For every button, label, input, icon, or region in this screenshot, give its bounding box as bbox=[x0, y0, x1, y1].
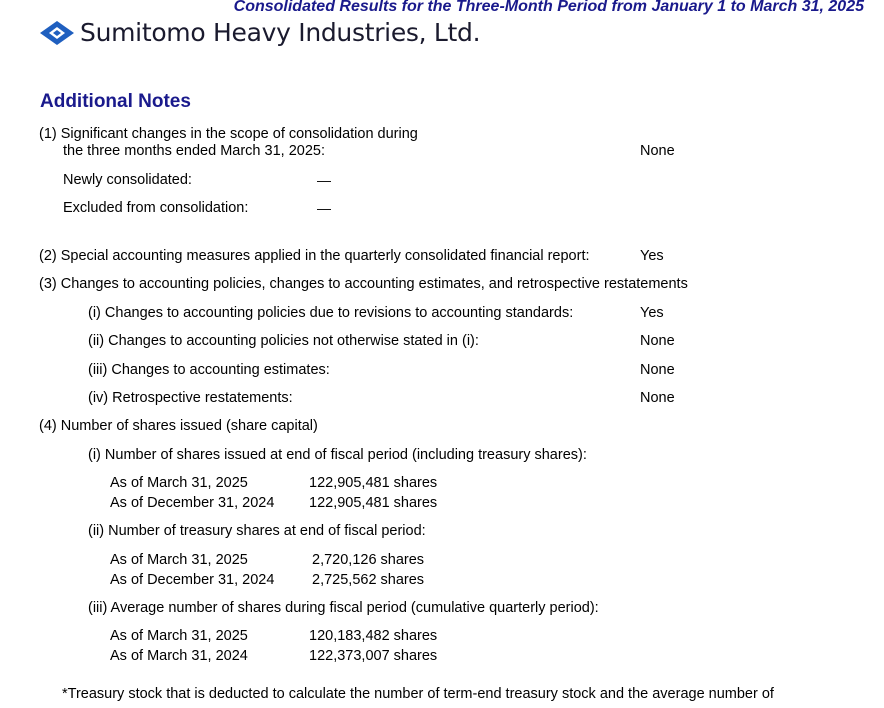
report-header-title: Consolidated Results for the Three-Month Period from January 1 to March 31, 2025 bbox=[233, 0, 864, 15]
item3-sub-value: None bbox=[640, 390, 675, 406]
company-name: Sumitomo Heavy Industries, Ltd. bbox=[80, 18, 481, 47]
shares-row-value: 2,720,126 shares bbox=[312, 552, 425, 568]
item3-sub-value: None bbox=[640, 362, 675, 378]
shares-row-date: As of March 31, 2025 bbox=[110, 552, 248, 568]
shares-row-date: As of March 31, 2024 bbox=[110, 648, 248, 664]
shares-row-value: 122,373,007 shares bbox=[309, 648, 438, 664]
item3-sub-value: None bbox=[640, 333, 675, 349]
shares-row-date: As of December 31, 2024 bbox=[110, 572, 275, 588]
shares-group-label: (iii) Average number of shares during fiscal period (cumulative quarterly period): bbox=[88, 600, 599, 616]
shares-row-value: 2,725,562 shares bbox=[312, 572, 425, 588]
item1-line2: the three months ended March 31, 2025: bbox=[63, 143, 325, 159]
shares-row-date: As of March 31, 2025 bbox=[110, 628, 248, 644]
item1-value: None bbox=[640, 143, 675, 159]
newly-consolidated-value: — bbox=[317, 172, 331, 188]
excluded-consolidation-label: Excluded from consolidation: bbox=[63, 200, 249, 216]
section-title: Additional Notes bbox=[40, 91, 191, 112]
item3-sub-label: (i) Changes to accounting policies due to revisions to accounting standards: bbox=[88, 305, 574, 321]
item3-sub-label: (iv) Retrospective restatements: bbox=[88, 390, 293, 406]
diamond-logo-icon bbox=[38, 20, 76, 46]
item4-label: (4) Number of shares issued (share capital) bbox=[39, 418, 318, 434]
company-logo bbox=[38, 18, 480, 47]
item3-label: (3) Changes to accounting policies, changes to accounting estimates, and retrospective restatements bbox=[39, 276, 688, 292]
shares-group-label: (i) Number of shares issued at end of fiscal period (including treasury shares): bbox=[88, 447, 587, 463]
item3-sub-label: (ii) Changes to accounting policies not otherwise stated in (i): bbox=[88, 333, 479, 349]
item2-value: Yes bbox=[640, 248, 664, 264]
newly-consolidated-label: Newly consolidated: bbox=[63, 172, 192, 188]
shares-row-value: 122,905,481 shares bbox=[309, 475, 438, 491]
excluded-consolidation-value: — bbox=[317, 200, 331, 216]
footnote-text: *Treasury stock that is deducted to calculate the number of term-end treasury stock and the average number of bbox=[62, 686, 774, 702]
item2-label: (2) Special accounting measures applied in the quarterly consolidated financial report: bbox=[39, 248, 590, 264]
item3-sub-label: (iii) Changes to accounting estimates: bbox=[88, 362, 330, 378]
shares-group-label: (ii) Number of treasury shares at end of fiscal period: bbox=[88, 523, 426, 539]
shares-row-date: As of December 31, 2024 bbox=[110, 495, 275, 511]
item1-line1: (1) Significant changes in the scope of consolidation during bbox=[39, 126, 418, 142]
item3-sub-value: Yes bbox=[640, 305, 664, 321]
shares-row-value: 120,183,482 shares bbox=[309, 628, 438, 644]
shares-row-value: 122,905,481 shares bbox=[309, 495, 438, 511]
shares-row-date: As of March 31, 2025 bbox=[110, 475, 248, 491]
